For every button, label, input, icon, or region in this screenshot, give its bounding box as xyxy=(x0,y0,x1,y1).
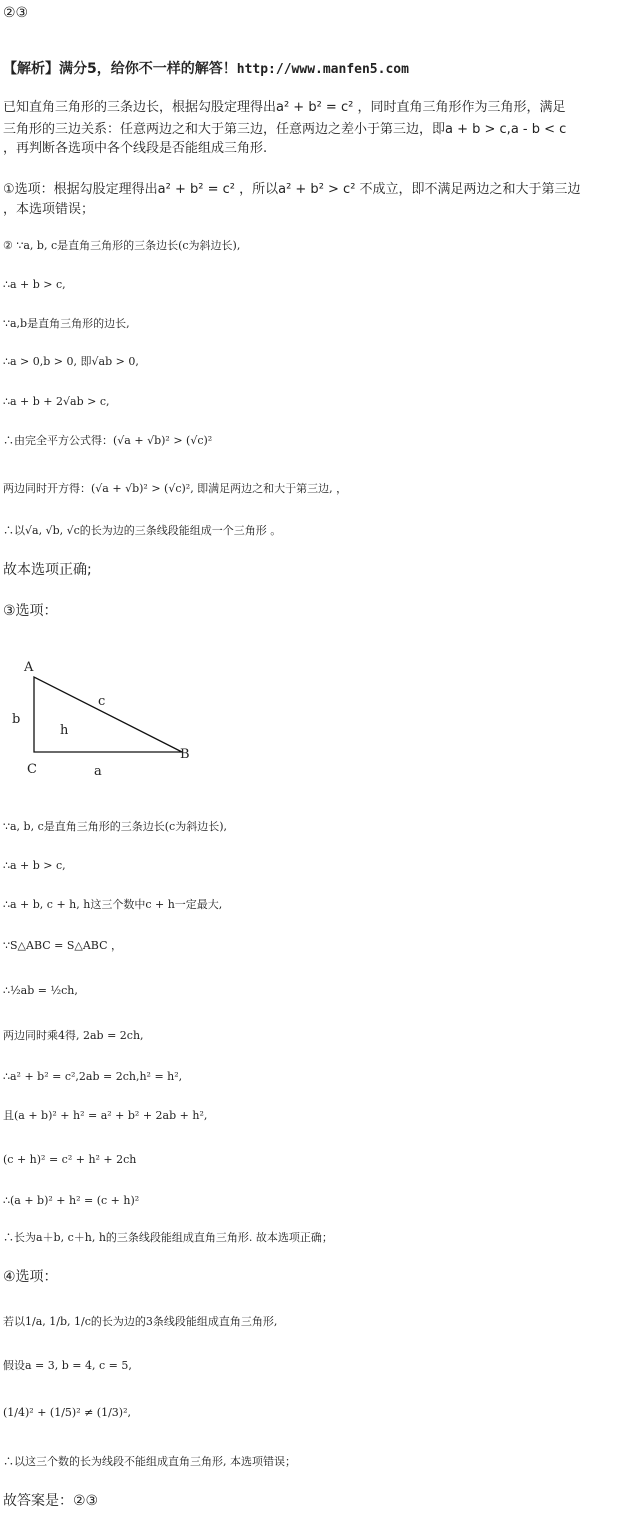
option3-conclusion: ∴长为a＋b, c＋h, h的三条线段能组成直角三角形. 故本选项正确； xyxy=(3,1231,333,1244)
side-a-label: a xyxy=(94,764,102,779)
option3-line: ∴(a + b)² + h² = (c + h)² xyxy=(3,1194,140,1207)
option2-line: 两边同时开方得：(√a + √b)² > (√c)², 即满足两边之和大于第三边, ， xyxy=(3,482,348,495)
vertex-b-label: B xyxy=(180,747,190,762)
option2-line: ∴以√a, √b, √c的长为边的三条线段能组成一个三角形 。 xyxy=(3,524,282,537)
option3-title: ③选项： xyxy=(3,603,58,619)
option1-line-2: ，本选项错误； xyxy=(3,202,95,217)
option3-line: ∵a, b, c是直角三角形的三条边长(c为斜边长), xyxy=(3,820,227,833)
option3-line: ∴a + b, c + h, h这三个数中c + h一定最大, xyxy=(3,898,223,911)
option4-line: 若以1/a, 1/b, 1/c的长为边的3条线段能组成直角三角形, xyxy=(3,1315,278,1328)
option3-line: 且(a + b)² + h² = a² + b² + 2ab + h², xyxy=(3,1109,208,1122)
option4-line: 假设a = 3, b = 4, c = 5, xyxy=(3,1359,132,1372)
intro-line-3: ，再判断各选项中各个线段是否能组成三角形. xyxy=(3,141,268,156)
option3-line: ∵S△ABC = S△ABC ， xyxy=(3,939,122,952)
option4-line: (1/4)² + (1/5)² ≠ (1/3)², xyxy=(3,1406,132,1419)
option2-line: ∴a + b > c, xyxy=(3,278,66,291)
option3-line: ∴a + b > c, xyxy=(3,859,66,872)
option2-line: ∴a + b + 2√ab > c, xyxy=(3,395,110,408)
solution-header xyxy=(3,60,409,79)
option2-line: ∵a,b是直角三角形的边长, xyxy=(3,317,130,330)
option2-line: ② ∵a, b, c是直角三角形的三条边长(c为斜边长), xyxy=(3,239,241,252)
intro-line-1: 已知直角三角形的三条边长，根据勾股定理得出a² + b² = c² ，同时直角三角形作为三角形，满足 xyxy=(3,100,566,115)
answer-top: ②③ xyxy=(3,5,29,21)
option3-line: (c + h)² = c² + h² + 2ch xyxy=(3,1153,137,1166)
option4-title: ④选项： xyxy=(3,1269,58,1285)
vertex-a-label: A xyxy=(24,660,34,675)
intro-line-2: 三角形的三边关系：任意两边之和大于第三边，任意两边之差小于第三边，即a + b > c,a - b < c xyxy=(3,122,567,137)
option2-line: ∴由完全平方公式得：(√a + √b)² > (√c)² xyxy=(3,434,213,447)
right-triangle-diagram xyxy=(12,655,208,780)
triangle-shape xyxy=(34,677,182,752)
vertex-c-label: C xyxy=(27,762,37,777)
site-url: http://www.manfen5.com xyxy=(236,62,409,77)
option2-conclusion: 故本选项正确; xyxy=(3,562,92,578)
option3-line: ∴½ab = ½ch, xyxy=(3,984,78,997)
option2-line: ∴a > 0,b > 0, 即√ab > 0, xyxy=(3,355,139,368)
side-c-label: c xyxy=(98,694,106,709)
option1-line-1: ①选项：根据勾股定理得出a² + b² = c² ，所以a² + b² > c² 不成立，即不满足两边之和大于第三边 xyxy=(3,182,581,197)
height-h-label: h xyxy=(60,723,69,738)
option3-line: 两边同时乘4得, 2ab = 2ch, xyxy=(3,1029,144,1042)
final-answer: 故答案是：②③ xyxy=(3,1493,99,1509)
side-b-label: b xyxy=(12,712,21,727)
solution-label: 【解析】满分5，给你不一样的解答！ xyxy=(3,61,237,77)
option3-line: ∴a² + b² = c²,2ab = 2ch,h² = h², xyxy=(3,1070,183,1083)
option4-conclusion: ∴以这三个数的长为线段不能组成直角三角形, 本选项错误； xyxy=(3,1455,296,1468)
